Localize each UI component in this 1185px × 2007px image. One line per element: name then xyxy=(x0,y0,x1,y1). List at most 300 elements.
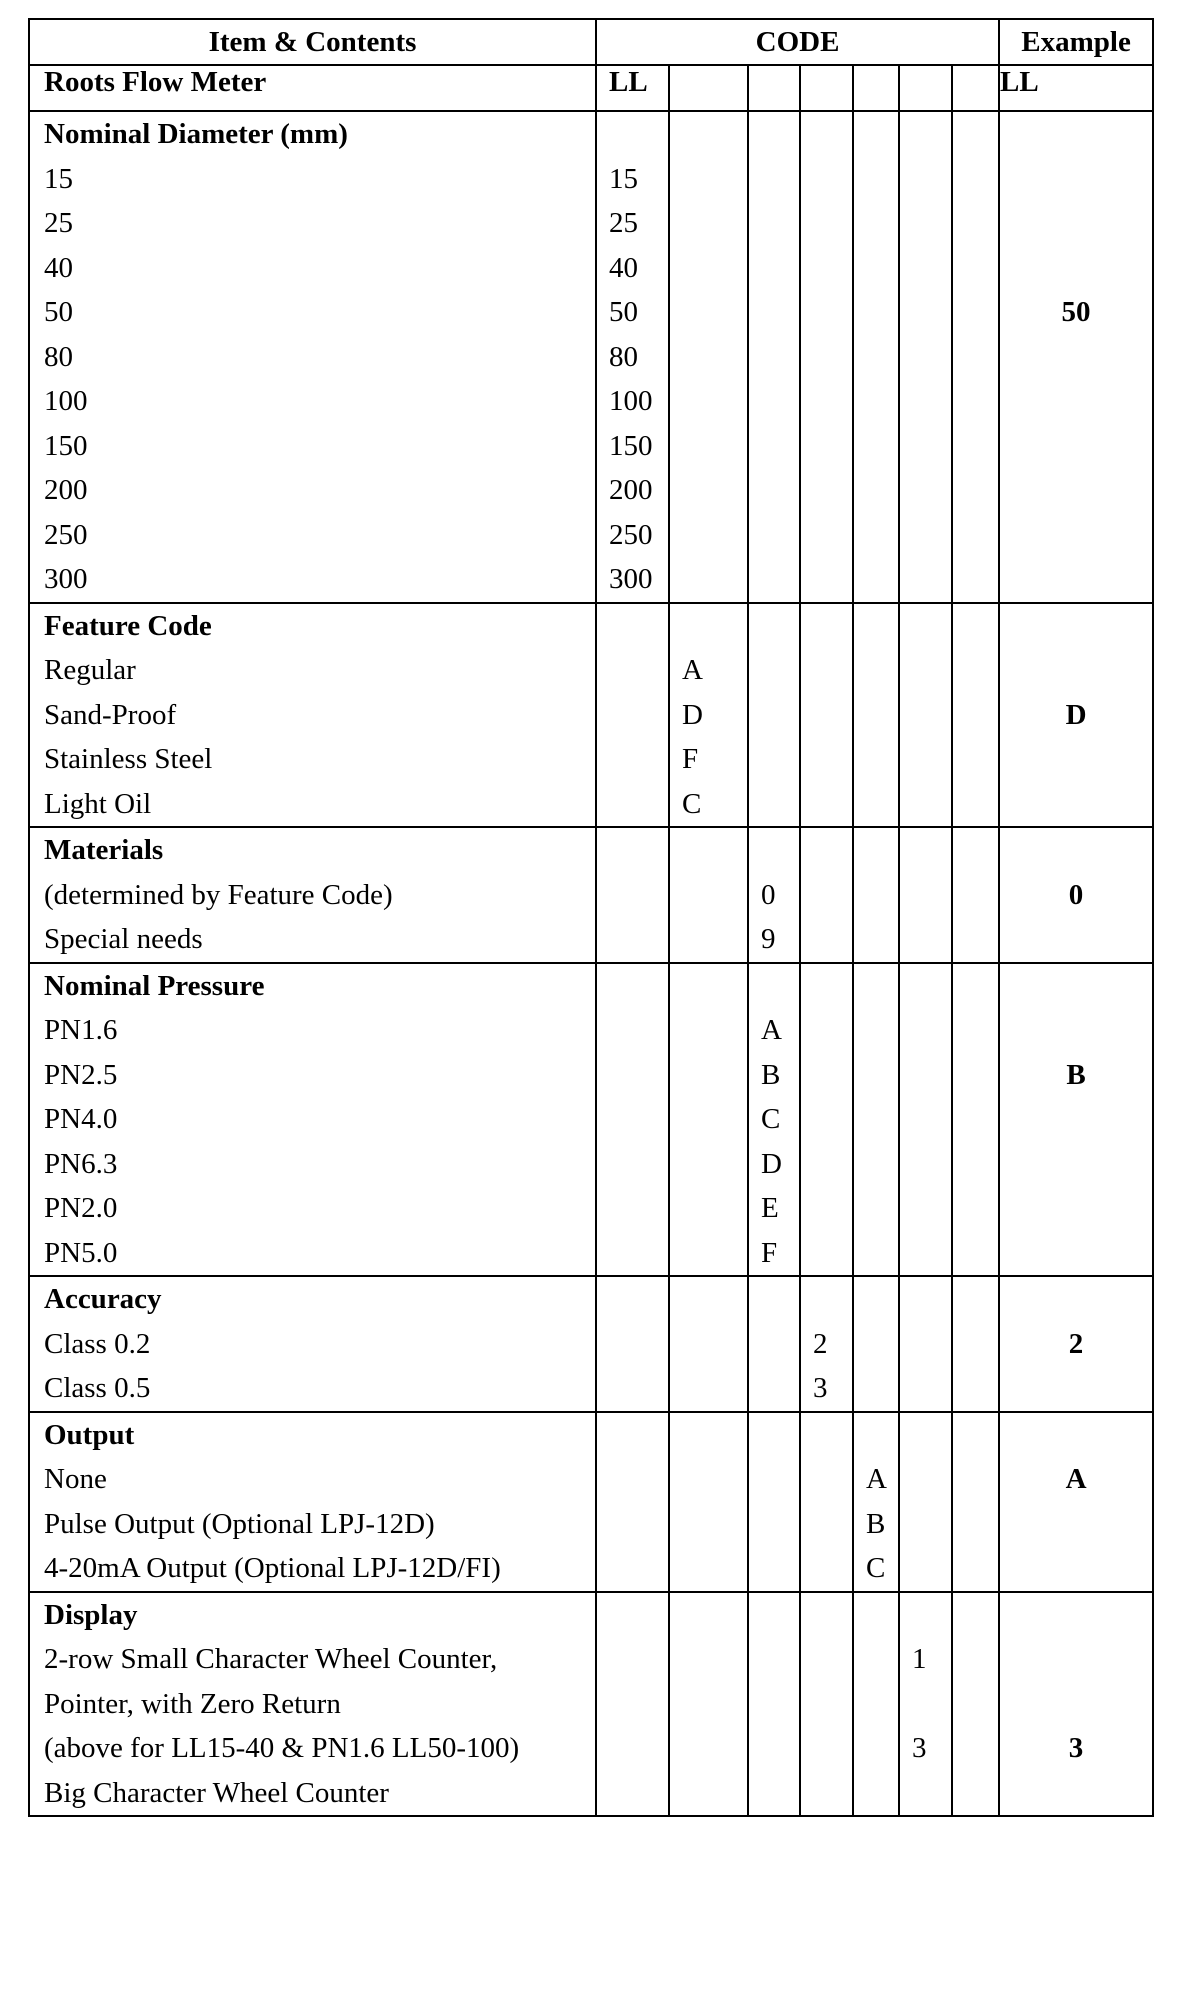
code-cell xyxy=(748,246,800,291)
example-cell xyxy=(999,201,1153,246)
code-cell xyxy=(669,1053,748,1098)
code-cell xyxy=(800,335,853,380)
example-value: 0 xyxy=(999,873,1153,918)
code-cell xyxy=(952,1726,999,1771)
code-cell xyxy=(800,557,853,603)
section-title-row xyxy=(29,603,1153,649)
code-cell xyxy=(853,827,899,873)
code-value: F xyxy=(669,737,748,782)
code-value: 3 xyxy=(899,1726,952,1771)
code-cell xyxy=(853,1322,899,1367)
code-cell xyxy=(596,1457,669,1502)
code-cell xyxy=(952,917,999,963)
code-cell xyxy=(853,246,899,291)
code-cell xyxy=(748,1546,800,1592)
code-cell xyxy=(800,1502,853,1547)
code-cell xyxy=(952,1637,999,1682)
code-cell xyxy=(669,335,748,380)
code-value: 150 xyxy=(596,424,669,469)
code-cell xyxy=(800,1771,853,1817)
code-cell xyxy=(800,917,853,963)
section-title: Feature Code xyxy=(29,603,596,649)
code-cell xyxy=(853,1682,899,1727)
code-cell xyxy=(800,157,853,202)
example-cell xyxy=(999,963,1153,1009)
code-cell xyxy=(800,1412,853,1458)
code-cell xyxy=(800,468,853,513)
code-cell xyxy=(899,157,952,202)
code-cell xyxy=(669,963,748,1009)
item-label: None xyxy=(29,1457,596,1502)
table-row xyxy=(29,424,1153,469)
table-row xyxy=(29,379,1153,424)
section-title: Output xyxy=(29,1412,596,1458)
code-value: A xyxy=(669,648,748,693)
code-cell xyxy=(952,1457,999,1502)
item-label: Class 0.5 xyxy=(29,1366,596,1412)
code-cell xyxy=(853,557,899,603)
code-cell xyxy=(596,1053,669,1098)
code-cell xyxy=(899,1231,952,1277)
table-header-row xyxy=(29,19,1153,65)
code-cell xyxy=(596,1008,669,1053)
code-cell xyxy=(669,513,748,558)
example-cell xyxy=(999,513,1153,558)
code-value: 80 xyxy=(596,335,669,380)
code-cell xyxy=(952,693,999,738)
section-title-row xyxy=(29,111,1153,157)
code-cell xyxy=(800,1008,853,1053)
code-value: C xyxy=(669,782,748,828)
code-cell xyxy=(800,648,853,693)
example-cell xyxy=(999,1366,1153,1412)
code-cell xyxy=(669,1276,748,1322)
code-cell xyxy=(669,1637,748,1682)
code-cell xyxy=(669,603,748,649)
code-cell xyxy=(899,1053,952,1098)
item-label: PN6.3 xyxy=(29,1142,596,1187)
code-cell xyxy=(669,424,748,469)
code-value: 100 xyxy=(596,379,669,424)
code-value: 25 xyxy=(596,201,669,246)
example-cell xyxy=(999,1142,1153,1187)
code-cell xyxy=(952,963,999,1009)
code-cell xyxy=(853,335,899,380)
table-row xyxy=(29,1726,1153,1771)
example-cell xyxy=(999,1231,1153,1277)
table-row xyxy=(29,335,1153,380)
code-cell xyxy=(800,1546,853,1592)
item-label: 80 xyxy=(29,335,596,380)
example-value: A xyxy=(999,1457,1153,1502)
code-cell xyxy=(952,1186,999,1231)
table-row xyxy=(29,1366,1153,1412)
item-label: Light Oil xyxy=(29,782,596,828)
code-cell xyxy=(748,1682,800,1727)
code-cell xyxy=(669,917,748,963)
code-cell xyxy=(669,873,748,918)
table-row xyxy=(29,693,1153,738)
code-cell xyxy=(853,424,899,469)
code-cell xyxy=(748,648,800,693)
code-cell xyxy=(669,557,748,603)
table-row xyxy=(29,917,1153,963)
code-cell xyxy=(748,513,800,558)
code-cell xyxy=(899,246,952,291)
code-cell xyxy=(853,1726,899,1771)
code-cell xyxy=(748,201,800,246)
item-label: Special needs xyxy=(29,917,596,963)
section-title: Display xyxy=(29,1592,596,1638)
code-value xyxy=(899,1682,952,1727)
code-cell xyxy=(952,1053,999,1098)
example-cell xyxy=(999,603,1153,649)
example-cell xyxy=(999,1412,1153,1458)
section-title: Nominal Diameter (mm) xyxy=(29,111,596,157)
code-cell xyxy=(899,1186,952,1231)
table-row xyxy=(29,782,1153,828)
code-cell xyxy=(853,111,899,157)
code-cell xyxy=(853,379,899,424)
code-cell xyxy=(952,246,999,291)
example-cell xyxy=(999,737,1153,782)
table-row xyxy=(29,1771,1153,1817)
item-label: 50 xyxy=(29,290,596,335)
item-label: 2-row Small Character Wheel Counter, xyxy=(29,1637,596,1682)
example-cell xyxy=(999,557,1153,603)
code-cell xyxy=(669,1592,748,1638)
table-row xyxy=(29,1186,1153,1231)
section-title: Nominal Pressure xyxy=(29,963,596,1009)
code-cell xyxy=(596,1637,669,1682)
code-cell xyxy=(899,513,952,558)
code-value: C xyxy=(853,1546,899,1592)
code-cell xyxy=(596,737,669,782)
code-cell xyxy=(899,379,952,424)
code-cell xyxy=(800,603,853,649)
product-row xyxy=(29,65,1153,111)
code-cell xyxy=(800,782,853,828)
item-label: Stainless Steel xyxy=(29,737,596,782)
item-label: 250 xyxy=(29,513,596,558)
code-cell xyxy=(669,1546,748,1592)
example-value: 2 xyxy=(999,1322,1153,1367)
code-cell xyxy=(669,1502,748,1547)
code-cell xyxy=(748,1637,800,1682)
code-cell xyxy=(853,1592,899,1638)
code-cell xyxy=(853,1231,899,1277)
code-cell xyxy=(800,1457,853,1502)
code-cell xyxy=(899,737,952,782)
code-cell xyxy=(669,1682,748,1727)
code-cell xyxy=(952,424,999,469)
code-value: 3 xyxy=(800,1366,853,1412)
table-row xyxy=(29,557,1153,603)
item-label: PN2.0 xyxy=(29,1186,596,1231)
code-cell xyxy=(899,557,952,603)
example-cell xyxy=(999,917,1153,963)
item-label: Pointer, with Zero Return xyxy=(29,1682,596,1727)
code-value: 300 xyxy=(596,557,669,603)
code-cell xyxy=(669,1412,748,1458)
code-cell xyxy=(899,290,952,335)
table-row xyxy=(29,1008,1153,1053)
code-value: 250 xyxy=(596,513,669,558)
code-cell xyxy=(952,111,999,157)
code-value xyxy=(899,1771,952,1817)
table-row xyxy=(29,157,1153,202)
code-cell xyxy=(853,873,899,918)
code-cell xyxy=(596,1366,669,1412)
code-cell xyxy=(669,1457,748,1502)
code-cell xyxy=(596,873,669,918)
table-row xyxy=(29,1322,1153,1367)
code-cell xyxy=(669,157,748,202)
code-cell xyxy=(748,1322,800,1367)
code-cell xyxy=(853,963,899,1009)
code-cell xyxy=(853,201,899,246)
code-cell xyxy=(899,111,952,157)
code-cell xyxy=(669,827,748,873)
code-cell xyxy=(800,693,853,738)
code-cell xyxy=(952,827,999,873)
code-cell xyxy=(899,1366,952,1412)
code-cell xyxy=(596,1682,669,1727)
code-cell xyxy=(899,782,952,828)
item-label: Regular xyxy=(29,648,596,693)
code-cell xyxy=(952,737,999,782)
code-cell xyxy=(853,1276,899,1322)
table-row xyxy=(29,1546,1153,1592)
code-value: 1 xyxy=(899,1637,952,1682)
code-cell xyxy=(748,468,800,513)
code-cell xyxy=(596,1097,669,1142)
code-cell xyxy=(899,963,952,1009)
example-cell xyxy=(999,1592,1153,1638)
table-row xyxy=(29,201,1153,246)
code-cell xyxy=(853,1142,899,1187)
example-cell xyxy=(999,335,1153,380)
code-cell xyxy=(952,873,999,918)
table-row xyxy=(29,290,1153,335)
section-title-row xyxy=(29,1412,1153,1458)
code-cell xyxy=(596,1592,669,1638)
code-cell xyxy=(596,782,669,828)
section-title-row xyxy=(29,827,1153,873)
header-example: Example xyxy=(999,19,1153,65)
product-example: LL xyxy=(999,65,1153,111)
example-cell xyxy=(999,1186,1153,1231)
code-cell xyxy=(952,648,999,693)
code-cell xyxy=(952,1322,999,1367)
code-value: A xyxy=(748,1008,800,1053)
table-row xyxy=(29,1142,1153,1187)
code-cell xyxy=(669,290,748,335)
code-cell xyxy=(800,1053,853,1098)
code-cell xyxy=(952,157,999,202)
example-cell xyxy=(999,827,1153,873)
table-row xyxy=(29,1637,1153,1682)
code-cell xyxy=(596,1142,669,1187)
code-cell xyxy=(800,201,853,246)
code-cell xyxy=(800,290,853,335)
code-cell xyxy=(853,648,899,693)
example-cell xyxy=(999,246,1153,291)
example-value: 50 xyxy=(999,290,1153,335)
code-cell xyxy=(899,693,952,738)
table-row xyxy=(29,246,1153,291)
item-label: PN1.6 xyxy=(29,1008,596,1053)
code-cell xyxy=(748,1771,800,1817)
table-row xyxy=(29,1502,1153,1547)
code-cell xyxy=(899,1322,952,1367)
table-row xyxy=(29,1053,1153,1098)
code-cell xyxy=(853,1053,899,1098)
code-cell xyxy=(748,1726,800,1771)
code-cell xyxy=(853,782,899,828)
code-cell xyxy=(669,468,748,513)
code-cell xyxy=(952,1276,999,1322)
item-label: (above for LL15-40 & PN1.6 LL50-100) xyxy=(29,1726,596,1771)
code-cell xyxy=(952,1366,999,1412)
code-cell xyxy=(800,1682,853,1727)
code-cell xyxy=(669,1097,748,1142)
item-label: PN5.0 xyxy=(29,1231,596,1277)
code-cell xyxy=(853,693,899,738)
item-label: Pulse Output (Optional LPJ-12D) xyxy=(29,1502,596,1547)
product-code: LL xyxy=(596,65,669,111)
code-cell xyxy=(800,111,853,157)
code-cell xyxy=(596,1771,669,1817)
code-cell xyxy=(596,648,669,693)
item-label: 100 xyxy=(29,379,596,424)
code-cell xyxy=(669,1322,748,1367)
code-cell xyxy=(800,246,853,291)
code-cell xyxy=(669,379,748,424)
code-value: B xyxy=(748,1053,800,1098)
code-value: A xyxy=(853,1457,899,1502)
code-cell xyxy=(952,1682,999,1727)
example-cell xyxy=(999,468,1153,513)
code-cell xyxy=(899,873,952,918)
code-cell xyxy=(596,1322,669,1367)
code-cell xyxy=(669,1142,748,1187)
code-cell xyxy=(748,827,800,873)
code-cell xyxy=(899,1457,952,1502)
code-cell xyxy=(853,513,899,558)
code-cell xyxy=(669,1008,748,1053)
item-label: PN2.5 xyxy=(29,1053,596,1098)
code-value: E xyxy=(748,1186,800,1231)
code-value: F xyxy=(748,1231,800,1277)
code-cell xyxy=(596,917,669,963)
example-cell xyxy=(999,1008,1153,1053)
code-cell xyxy=(853,468,899,513)
code-cell xyxy=(952,335,999,380)
code-cell xyxy=(952,1412,999,1458)
code-cell xyxy=(748,557,800,603)
section-title-row xyxy=(29,963,1153,1009)
code-cell xyxy=(748,1412,800,1458)
code-cell xyxy=(952,1546,999,1592)
table-row xyxy=(29,1231,1153,1277)
code-cell xyxy=(952,468,999,513)
code-value: 2 xyxy=(800,1322,853,1367)
example-value: B xyxy=(999,1053,1153,1098)
code-cell xyxy=(800,1097,853,1142)
section-title: Accuracy xyxy=(29,1276,596,1322)
code-cell xyxy=(748,1592,800,1638)
code-cell xyxy=(952,1771,999,1817)
code-cell xyxy=(899,1276,952,1322)
section-title: Materials xyxy=(29,827,596,873)
item-label: PN4.0 xyxy=(29,1097,596,1142)
code-cell xyxy=(899,468,952,513)
code-cell xyxy=(800,379,853,424)
code-cell xyxy=(748,1502,800,1547)
code-value: C xyxy=(748,1097,800,1142)
example-cell xyxy=(999,379,1153,424)
example-cell xyxy=(999,648,1153,693)
code-value: 50 xyxy=(596,290,669,335)
code-value: 0 xyxy=(748,873,800,918)
code-cell xyxy=(952,290,999,335)
code-cell xyxy=(952,557,999,603)
table-row xyxy=(29,737,1153,782)
code-cell xyxy=(899,1142,952,1187)
code-cell xyxy=(748,737,800,782)
code-cell xyxy=(899,603,952,649)
code-value: 15 xyxy=(596,157,669,202)
item-label: 25 xyxy=(29,201,596,246)
code-cell xyxy=(853,290,899,335)
example-value: 3 xyxy=(999,1726,1153,1771)
code-cell xyxy=(853,157,899,202)
code-cell xyxy=(899,1412,952,1458)
code-cell xyxy=(748,603,800,649)
example-cell xyxy=(999,1097,1153,1142)
code-cell xyxy=(596,827,669,873)
code-cell xyxy=(952,1231,999,1277)
code-cell xyxy=(669,201,748,246)
product-name: Roots Flow Meter xyxy=(29,65,596,111)
code-value: B xyxy=(853,1502,899,1547)
code-cell xyxy=(800,1637,853,1682)
section-title-row xyxy=(29,1276,1153,1322)
code-cell xyxy=(853,1366,899,1412)
code-cell xyxy=(952,603,999,649)
table-body xyxy=(29,65,1153,1816)
code-cell xyxy=(748,963,800,1009)
code-cell xyxy=(748,379,800,424)
table-row xyxy=(29,1097,1153,1142)
example-cell xyxy=(999,157,1153,202)
code-cell xyxy=(800,1726,853,1771)
item-label: 150 xyxy=(29,424,596,469)
code-cell xyxy=(669,1231,748,1277)
item-label: 4-20mA Output (Optional LPJ-12D/FI) xyxy=(29,1546,596,1592)
code-cell xyxy=(669,1771,748,1817)
code-cell xyxy=(596,1412,669,1458)
table-row xyxy=(29,648,1153,693)
code-cell xyxy=(596,603,669,649)
code-value: 40 xyxy=(596,246,669,291)
code-cell xyxy=(853,1186,899,1231)
code-value: D xyxy=(748,1142,800,1187)
code-cell xyxy=(800,1142,853,1187)
example-cell xyxy=(999,782,1153,828)
code-cell xyxy=(748,111,800,157)
